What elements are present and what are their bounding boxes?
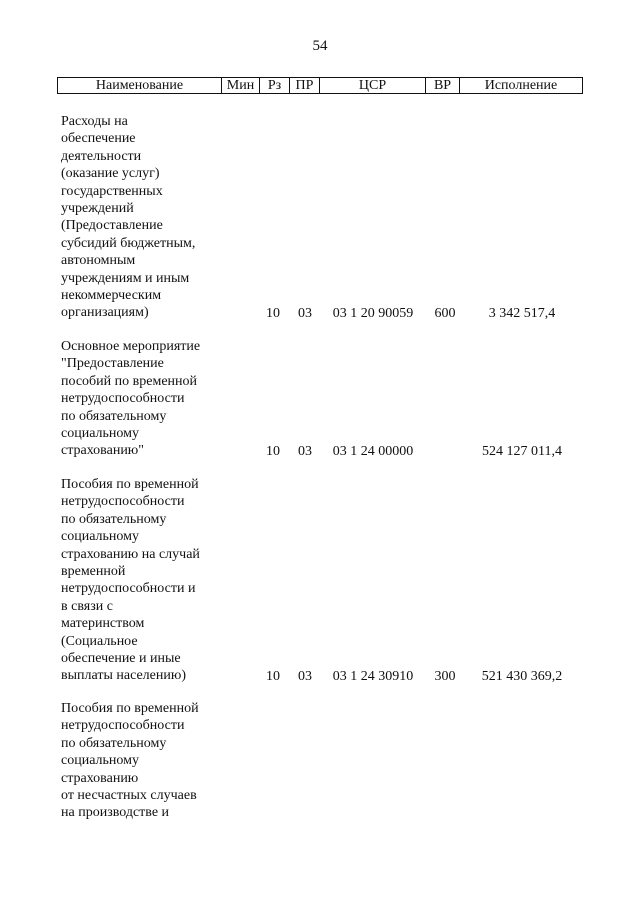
row-rz: 10 bbox=[266, 668, 280, 684]
table-row bbox=[0, 476, 640, 685]
row-name-line: учреждений bbox=[61, 201, 134, 217]
table-header bbox=[57, 77, 583, 94]
table-row bbox=[0, 338, 640, 460]
row-name-line: временной bbox=[61, 564, 126, 580]
row-name-line: страхованию bbox=[61, 770, 139, 786]
row-name bbox=[61, 338, 221, 460]
row-exec: 3 342 517,4 bbox=[488, 305, 556, 321]
row-name-line: материнством bbox=[61, 616, 145, 632]
row-name-line: в связи с bbox=[61, 598, 113, 614]
row-name-line: на производстве и bbox=[61, 805, 170, 821]
row-csr: 03 1 24 00000 bbox=[332, 443, 414, 459]
row-pr: 03 bbox=[298, 668, 312, 684]
row-name bbox=[61, 476, 221, 685]
header-csr: ЦСР bbox=[320, 78, 426, 93]
row-name-line: страхованию" bbox=[61, 443, 144, 459]
table-row bbox=[0, 700, 640, 822]
row-name-line: (оказание услуг) bbox=[61, 166, 160, 182]
row-name-line: от несчастных случаев bbox=[61, 788, 197, 804]
row-name-line: организациям) bbox=[61, 305, 149, 321]
row-name-line: выплаты населению) bbox=[61, 668, 186, 684]
row-name-line: (Социальное bbox=[61, 633, 138, 649]
row-name-line: Пособия по временной bbox=[61, 701, 199, 716]
header-name: Наименование bbox=[58, 78, 222, 93]
row-name-line: по обязательному bbox=[61, 511, 167, 527]
row-csr: 03 1 20 90059 bbox=[332, 305, 414, 321]
row-name-line: автономным bbox=[61, 253, 136, 269]
row-name-line: Расходы на bbox=[61, 114, 128, 129]
header-min: Мин bbox=[222, 78, 260, 93]
row-name-line: страхованию на случай bbox=[61, 546, 200, 562]
row-vr: 600 bbox=[434, 305, 456, 321]
row-name bbox=[61, 113, 221, 322]
row-name-line: обеспечение и иные bbox=[61, 651, 181, 667]
row-name-line: нетрудоспособности bbox=[61, 718, 185, 734]
row-name-line: (Предоставление bbox=[61, 218, 163, 234]
row-name-line: некоммерческим bbox=[61, 288, 162, 304]
row-vr: 300 bbox=[434, 668, 456, 684]
row-name bbox=[61, 700, 221, 822]
row-name-line: деятельности bbox=[61, 148, 142, 164]
row-name-line: нетрудоспособности и bbox=[61, 581, 196, 597]
header-vr: ВР bbox=[426, 78, 460, 93]
row-name-line: по обязательному bbox=[61, 408, 167, 424]
row-pr: 03 bbox=[298, 305, 312, 321]
row-rz: 10 bbox=[266, 305, 280, 321]
row-rz: 10 bbox=[266, 443, 280, 459]
row-name-line: субсидий бюджетным, bbox=[61, 235, 196, 251]
row-pr: 03 bbox=[298, 443, 312, 459]
row-exec: 524 127 011,4 bbox=[482, 443, 562, 459]
row-name-line: обеспечение bbox=[61, 131, 136, 147]
row-name-line: пособий по временной bbox=[61, 373, 198, 389]
row-name-line: "Предоставление bbox=[61, 356, 164, 372]
row-name-line: нетрудоспособности bbox=[61, 494, 185, 510]
header-exec: Исполнение bbox=[484, 78, 558, 93]
row-name-line: Основное мероприятие bbox=[61, 339, 201, 354]
page-number: 54 bbox=[312, 38, 328, 54]
row-exec: 521 430 369,2 bbox=[481, 668, 563, 684]
row-name-line: социальному bbox=[61, 426, 139, 442]
row-name-line: нетрудоспособности bbox=[61, 391, 185, 407]
header-rz: Рз bbox=[260, 78, 290, 93]
row-name-line: по обязательному bbox=[61, 735, 167, 751]
row-name-line: социальному bbox=[61, 753, 139, 769]
row-name-line: учреждениям и иным bbox=[61, 270, 190, 286]
table-row bbox=[0, 113, 640, 322]
row-name-line: государственных bbox=[61, 183, 163, 199]
row-name-line: социальному bbox=[61, 529, 139, 545]
header-pr: ПР bbox=[290, 78, 320, 93]
row-name-line: Пособия по временной bbox=[61, 477, 199, 492]
row-csr: 03 1 24 30910 bbox=[332, 668, 414, 684]
